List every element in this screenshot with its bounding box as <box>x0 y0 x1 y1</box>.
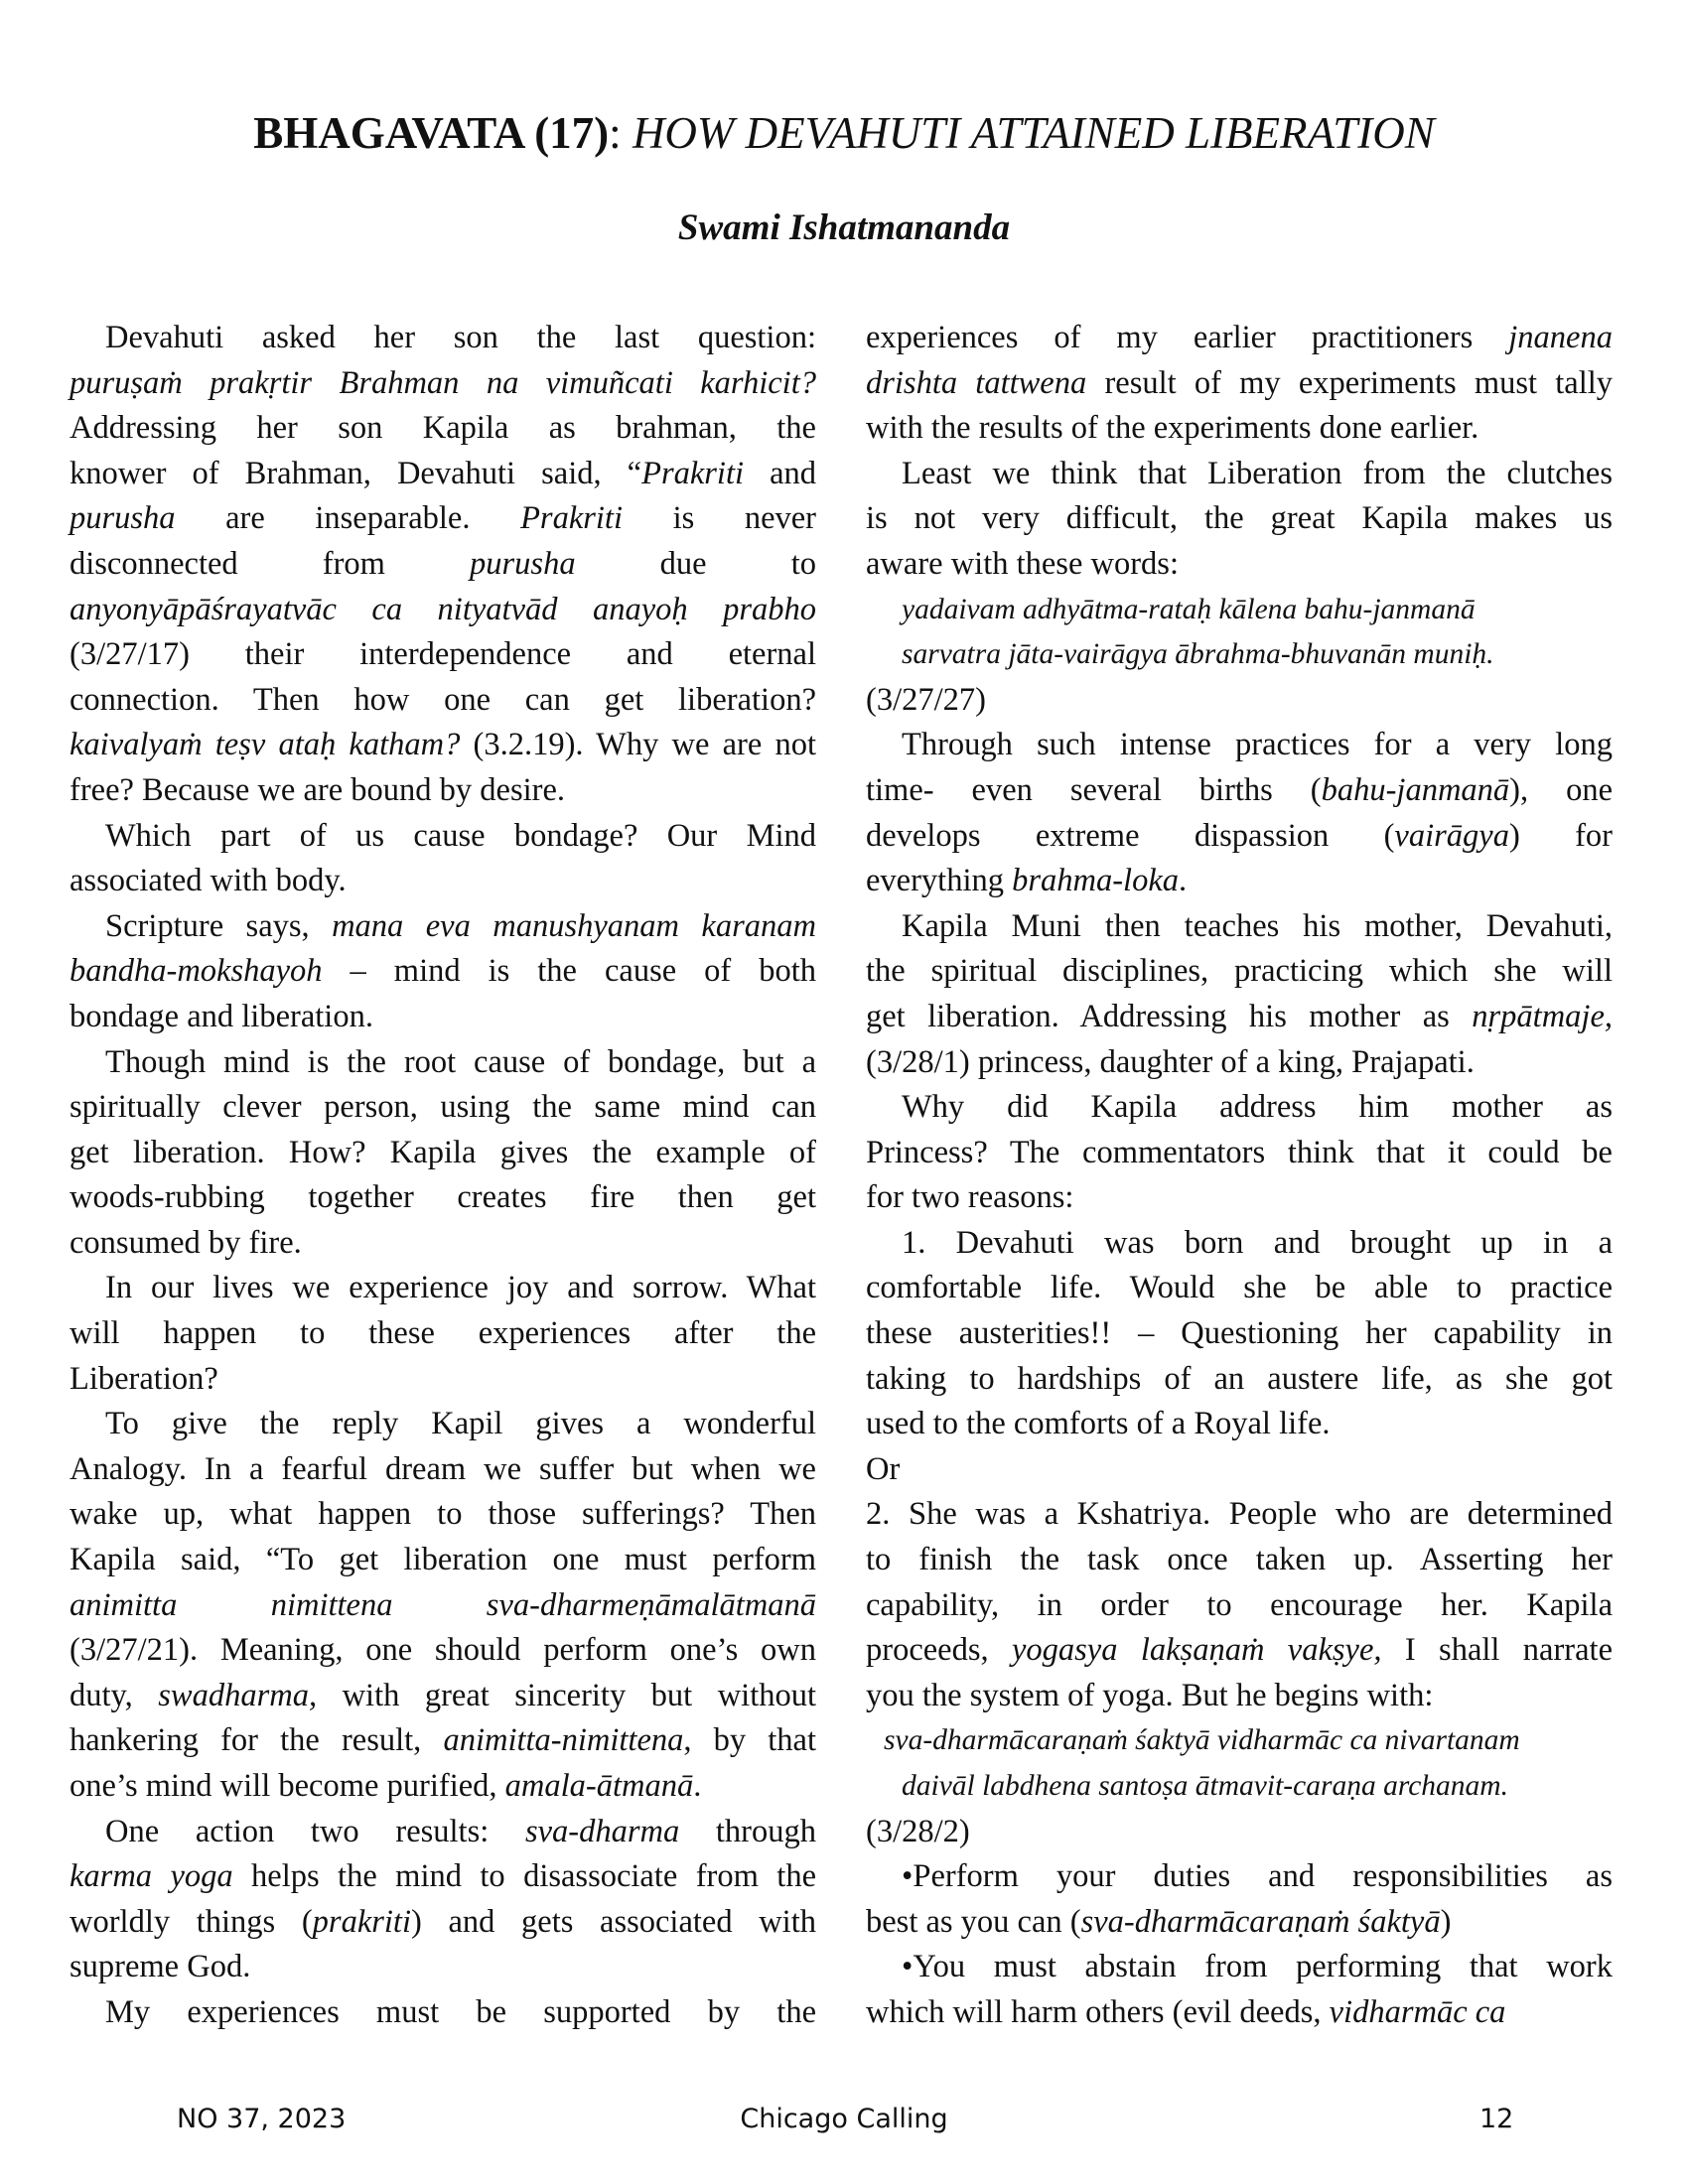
italic-term: bahu-janmanā <box>1321 771 1510 808</box>
italic-term: Prakriti <box>641 455 745 491</box>
text-line: free? Because we are bound by desire. <box>70 771 565 808</box>
italic-term: animitta-nimittena <box>443 1722 684 1759</box>
text-line: bondage and liberation. <box>70 998 373 1034</box>
italic-term: daivāl labdhena santoṣa ātmavit-caraṇa archanam. <box>902 1770 1508 1802</box>
text-line: time- even several births (bahu-janmanā), one <box>866 771 1613 808</box>
italic-term: yadaivam adhyātma-rataḥ kālena bahu-janmanā <box>902 593 1476 625</box>
italic-term: sarvatra jāta-vairāgya ābrahma-bhuvanān muniḥ. <box>902 638 1494 671</box>
text-line: duty, swadharma, with great sincerity but without <box>70 1677 816 1713</box>
verse-line <box>866 1718 1613 1764</box>
text-line: get liberation. How? Kapila gives the example of <box>70 1134 816 1170</box>
text-line: comfortable life. Would she be able to practice <box>866 1270 1613 1306</box>
text-line: Scripture says, mana eva manushyanam karanam <box>105 907 816 944</box>
text-line: Devahuti asked her son the last question: <box>105 320 816 355</box>
text-line: Kapila said, “To get liberation one must perform <box>70 1542 816 1578</box>
text-line: Addressing her son Kapila as brahman, the <box>70 410 816 447</box>
italic-term: sva-dharmācaraṇaṁ śaktyā vidharmāc ca nivartanam <box>884 1724 1520 1757</box>
italic-term: vairāgya <box>1394 817 1509 854</box>
text-line <box>70 588 816 633</box>
text-line: drishta tattwena result of my experiments must tally <box>866 364 1613 401</box>
text-line: Least we think that Liberation from the clutches <box>902 455 1613 491</box>
italic-term: drishta tattwena <box>866 364 1087 401</box>
text-line: aware with these words: <box>866 545 1179 582</box>
text-line: kaivalyaṁ teṣv ataḥ katham? (3.2.19). Why we are not <box>70 727 816 763</box>
text-line: taking to hardships of an austere life, as she got <box>866 1360 1613 1397</box>
text-line: get liberation. Addressing his mother as nṛpātmaje, <box>866 998 1613 1034</box>
text-line: (3/27/17) their interdependence and eternal <box>70 636 816 673</box>
italic-term: yogasya lakṣaṇaṁ vakṣye, <box>1011 1632 1382 1669</box>
italic-term: nṛpātmaje, <box>1472 998 1613 1034</box>
italic-term: bandha-mokshayoh <box>70 953 323 990</box>
italic-term: Prakriti <box>520 500 623 537</box>
text-line: Though mind is the root cause of bondage, but a <box>105 1043 816 1080</box>
text-line: Analogy. In a fearful dream we suffer but when we <box>70 1450 816 1487</box>
text-line: these austerities!! – Questioning her capability in <box>866 1315 1613 1352</box>
text-line: you the system of yoga. But he begins with: <box>866 1677 1434 1713</box>
footer-page-number: 12 <box>1479 2104 1514 2134</box>
verse-line <box>866 588 1613 633</box>
text-line: proceeds, yogasya lakṣaṇaṁ vakṣye, I shall narrate <box>866 1632 1614 1669</box>
text-line: to finish the task once taken up. Asserting her <box>866 1542 1613 1578</box>
text-line: Or <box>866 1450 901 1487</box>
italic-term: swadharma, <box>158 1677 318 1713</box>
verse-line <box>866 632 1613 678</box>
text-line: supreme God. <box>70 1949 251 1985</box>
author-name: Swami Ishatmananda <box>677 207 1011 248</box>
text-line: the spiritual disciplines, practicing which she will <box>866 953 1613 990</box>
text-line: develops extreme dispassion (vairāgya) for <box>866 817 1613 854</box>
title-colon: : <box>609 108 622 158</box>
title-bold: BHAGAVATA (17) <box>253 108 610 158</box>
text-line: Why did Kapila address him mother as <box>902 1089 1613 1126</box>
text-line: In our lives we experience joy and sorrow. What <box>105 1270 816 1306</box>
text-line: with the results of the experiments done earlier. <box>866 410 1479 447</box>
text-line: experiences of my earlier practitioners jnanena <box>866 320 1613 355</box>
text-line: 1. Devahuti was born and brought up in a <box>902 1224 1613 1261</box>
text-line: •Perform your duties and responsibilities as <box>902 1858 1613 1895</box>
text-line: everything brahma-loka. <box>866 863 1188 899</box>
text-line: (3/28/1) princess, daughter of a king, Prajapati. <box>866 1043 1475 1080</box>
article-title <box>0 107 1688 159</box>
text-line: Princess? The commentators think that it could be <box>866 1134 1613 1170</box>
text-line: consumed by fire. <box>70 1224 302 1261</box>
text-line: 2. She was a Kshatriya. People who are determined <box>866 1496 1613 1533</box>
text-line <box>70 1583 816 1629</box>
right-column <box>866 316 1613 2036</box>
text-line: bandha-mokshayoh – mind is the cause of both <box>70 953 816 990</box>
text-line <box>70 361 816 407</box>
italic-term: jnanena <box>1508 320 1613 355</box>
text-line: used to the comforts of a Royal life. <box>866 1406 1331 1442</box>
text-line: Which part of us cause bondage? Our Mind <box>105 817 816 854</box>
text-line: is not very difficult, the great Kapila makes us <box>866 500 1613 537</box>
text-line: (3/27/27) <box>866 681 986 718</box>
text-line: Through such intense practices for a very long <box>902 727 1613 763</box>
italic-term: kaivalyaṁ teṣv ataḥ katham? <box>70 727 461 763</box>
italic-term: mana eva manushyanam karanam <box>332 907 816 944</box>
text-line: Kapila Muni then teaches his mother, Devahuti, <box>902 907 1613 944</box>
text-line: which will harm others (evil deeds, vidharmāc ca <box>866 1993 1506 2030</box>
italic-term: brahma-loka <box>1012 863 1180 899</box>
verse-line <box>866 1764 1613 1810</box>
text-line: knower of Brahman, Devahuti said, “Prakriti and <box>70 455 816 491</box>
italic-term: prakriti <box>312 1903 411 1940</box>
text-line: My experiences must be supported by the <box>105 1993 816 2030</box>
text-line: One action two results: sva-dharma through <box>105 1813 816 1849</box>
italic-term: puruṣaṁ prakṛtir Brahman na vimuñcati karhicit? <box>70 364 816 401</box>
text-line: disconnected from purusha due to <box>70 545 816 582</box>
text-line: associated with body. <box>70 863 347 899</box>
text-line: best as you can (sva-dharmācaraṇaṁ śaktyā) <box>866 1903 1452 1940</box>
text-line: (3/28/2) <box>866 1813 970 1849</box>
text-line: hankering for the result, animitta-nimittena, by that <box>70 1722 817 1759</box>
text-line: for two reasons: <box>866 1179 1074 1216</box>
text-line: capability, in order to encourage her. Kapila <box>866 1586 1613 1623</box>
italic-term: purusha <box>70 500 176 537</box>
footer-issue: NO 37, 2023 <box>177 2104 347 2134</box>
text-line: wake up, what happen to those sufferings? Then <box>70 1496 816 1533</box>
text-line: woods-rubbing together creates fire then get <box>70 1179 816 1216</box>
text-line: •You must abstain from performing that work <box>902 1949 1613 1985</box>
title-italic: HOW DEVAHUTI ATTAINED LIBERATION <box>632 108 1435 158</box>
italic-term: anyonyāpāśrayatvāc ca nityatvād anayoḥ prabho <box>70 591 816 627</box>
italic-term: karma yoga <box>70 1858 233 1895</box>
text-line: will happen to these experiences after the <box>70 1315 816 1352</box>
footer-publication: Chicago Calling <box>740 2104 948 2134</box>
italic-term: vidharmāc ca <box>1329 1993 1506 2030</box>
text-line: spiritually clever person, using the same mind can <box>70 1089 816 1126</box>
italic-term: sva-dharmācaraṇaṁ śaktyā <box>1080 1903 1441 1940</box>
text-line: one’s mind will become purified, amala-ātmanā. <box>70 1768 702 1804</box>
text-line: (3/27/21). Meaning, one should perform one’s own <box>70 1632 816 1669</box>
text-line: To give the reply Kapil gives a wonderful <box>105 1406 816 1442</box>
text-line: Liberation? <box>70 1360 218 1397</box>
italic-term: sva-dharma <box>524 1813 680 1849</box>
text-line: karma yoga helps the mind to disassociate from the <box>70 1858 817 1895</box>
italic-term: amala-ātmanā <box>504 1768 694 1804</box>
italic-term: purusha <box>470 545 576 582</box>
text-line: connection. Then how one can get liberation? <box>70 681 816 718</box>
text-line: purusha are inseparable. Prakriti is never <box>70 500 816 537</box>
italic-term: animitta nimittena sva-dharmeṇāmalātmanā <box>70 1586 816 1623</box>
text-line: worldly things (prakriti) and gets associated with <box>70 1903 816 1940</box>
left-column <box>70 316 816 2036</box>
